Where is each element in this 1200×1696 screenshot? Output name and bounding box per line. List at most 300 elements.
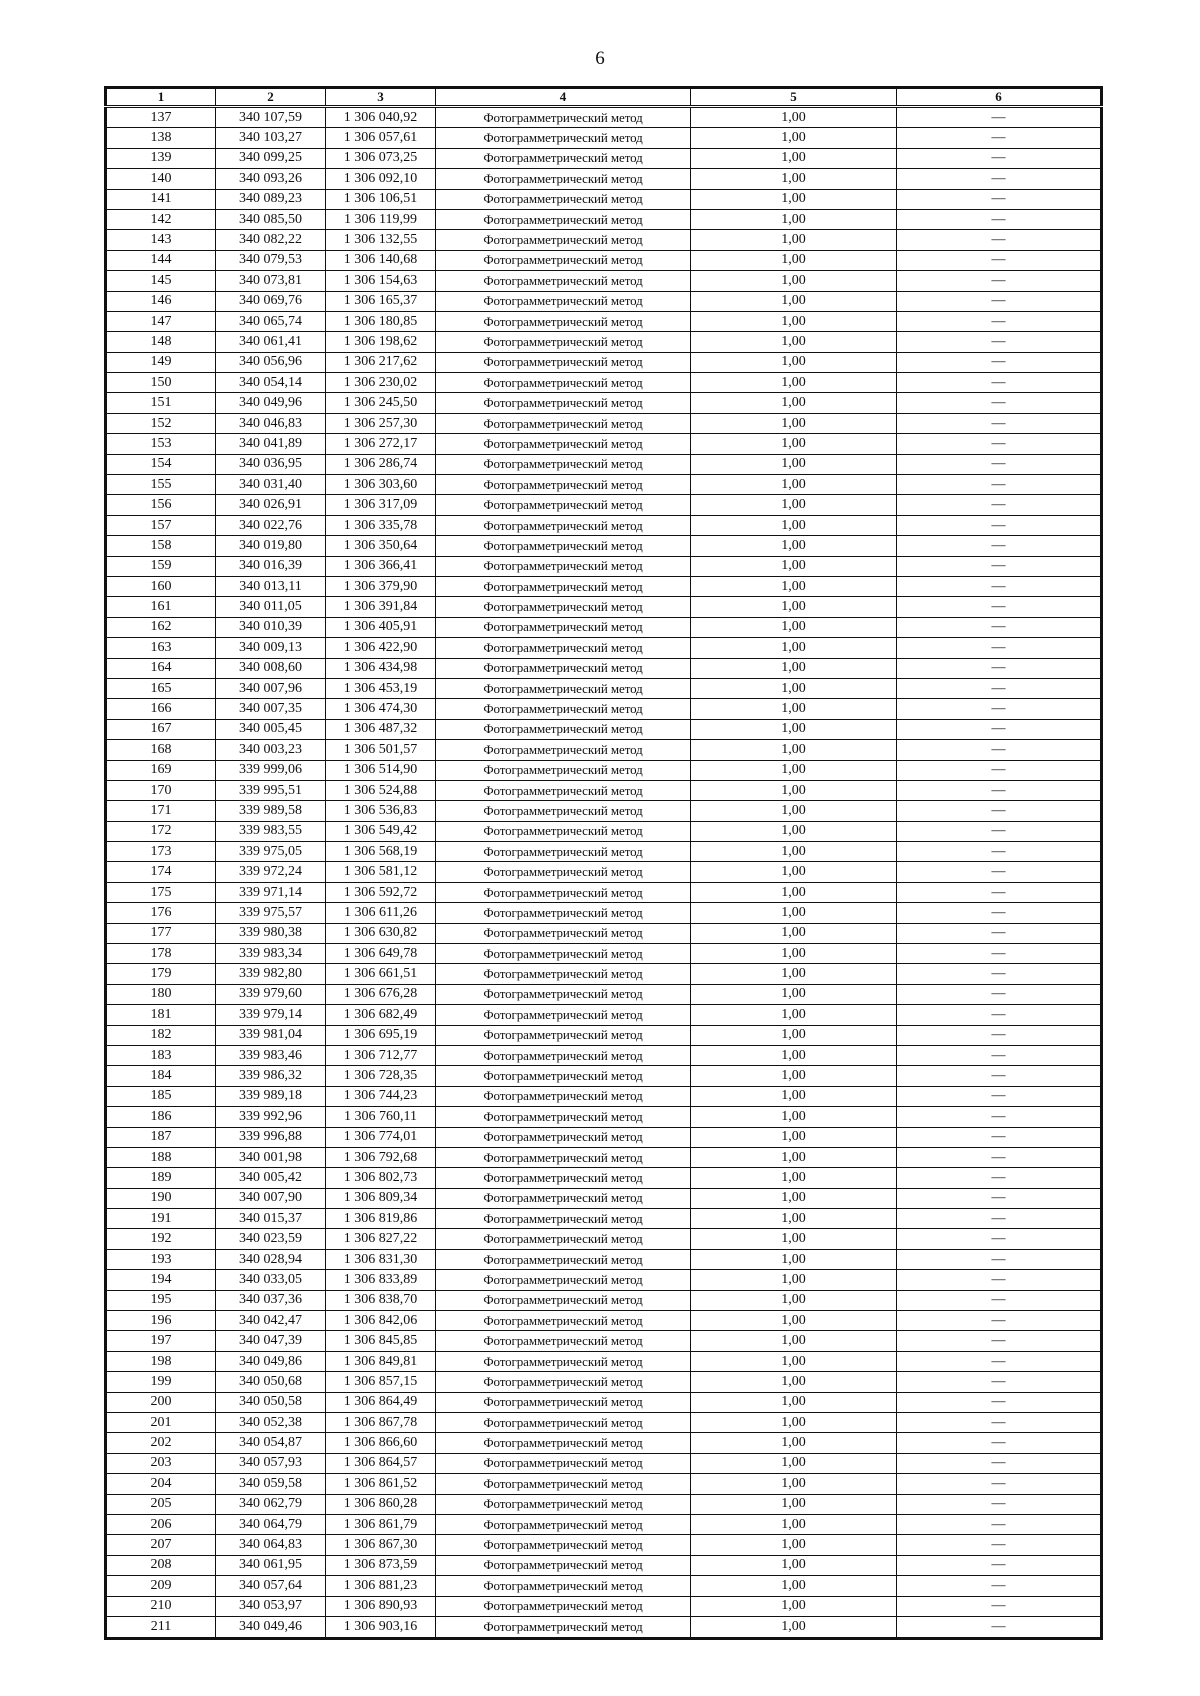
table-row: [106, 189, 1102, 209]
table-row: [106, 352, 1102, 372]
description-cell: —: [897, 434, 1102, 454]
table-row: [106, 1433, 1102, 1453]
x-coordinate-cell: 340 062,79: [216, 1494, 326, 1514]
x-coordinate-cell: 340 054,87: [216, 1433, 326, 1453]
table-row: [106, 576, 1102, 596]
description-cell: —: [897, 821, 1102, 841]
x-coordinate-cell: 339 986,32: [216, 1066, 326, 1086]
accuracy-cell: 1,00: [691, 678, 897, 698]
method-cell: Фотограмметрический метод: [436, 719, 691, 739]
method-cell: Фотограмметрический метод: [436, 1372, 691, 1392]
point-number-cell: 206: [106, 1514, 216, 1534]
y-coordinate-cell: 1 306 198,62: [326, 332, 436, 352]
table-row: [106, 413, 1102, 433]
method-cell: Фотограмметрический метод: [436, 189, 691, 209]
accuracy-cell: 1,00: [691, 169, 897, 189]
x-coordinate-cell: 340 042,47: [216, 1311, 326, 1331]
x-coordinate-cell: 340 031,40: [216, 475, 326, 495]
x-coordinate-cell: 340 013,11: [216, 576, 326, 596]
description-cell: —: [897, 1086, 1102, 1106]
x-coordinate-cell: 340 079,53: [216, 250, 326, 270]
method-cell: Фотограмметрический метод: [436, 209, 691, 229]
x-coordinate-cell: 340 011,05: [216, 597, 326, 617]
y-coordinate-cell: 1 306 514,90: [326, 760, 436, 780]
method-cell: Фотограмметрический метод: [436, 760, 691, 780]
y-coordinate-cell: 1 306 890,93: [326, 1596, 436, 1616]
y-coordinate-cell: 1 306 132,55: [326, 230, 436, 250]
accuracy-cell: 1,00: [691, 821, 897, 841]
point-number-cell: 198: [106, 1351, 216, 1371]
point-number-cell: 176: [106, 903, 216, 923]
x-coordinate-cell: 340 056,96: [216, 352, 326, 372]
description-cell: —: [897, 1188, 1102, 1208]
method-cell: Фотограмметрический метод: [436, 1474, 691, 1494]
table-row: [106, 1107, 1102, 1127]
y-coordinate-cell: 1 306 154,63: [326, 271, 436, 291]
description-cell: —: [897, 1494, 1102, 1514]
x-coordinate-cell: 340 054,14: [216, 373, 326, 393]
point-number-cell: 139: [106, 148, 216, 168]
table-row: [106, 1514, 1102, 1534]
accuracy-cell: 1,00: [691, 1147, 897, 1167]
y-coordinate-cell: 1 306 434,98: [326, 658, 436, 678]
y-coordinate-cell: 1 306 842,06: [326, 1311, 436, 1331]
x-coordinate-cell: 340 061,95: [216, 1555, 326, 1575]
point-number-cell: 184: [106, 1066, 216, 1086]
point-number-cell: 151: [106, 393, 216, 413]
y-coordinate-cell: 1 306 230,02: [326, 373, 436, 393]
accuracy-cell: 1,00: [691, 1433, 897, 1453]
table-row: [106, 454, 1102, 474]
point-number-cell: 202: [106, 1433, 216, 1453]
table-row: [106, 1209, 1102, 1229]
accuracy-cell: 1,00: [691, 1372, 897, 1392]
method-cell: Фотограмметрический метод: [436, 638, 691, 658]
table-row: [106, 393, 1102, 413]
method-cell: Фотограмметрический метод: [436, 1576, 691, 1596]
method-cell: Фотограмметрический метод: [436, 1107, 691, 1127]
x-coordinate-cell: 339 983,46: [216, 1045, 326, 1065]
point-number-cell: 147: [106, 311, 216, 331]
y-coordinate-cell: 1 306 379,90: [326, 576, 436, 596]
table-header: [106, 88, 1102, 107]
accuracy-cell: 1,00: [691, 271, 897, 291]
accuracy-cell: 1,00: [691, 1107, 897, 1127]
point-number-cell: 180: [106, 984, 216, 1004]
x-coordinate-cell: 340 005,45: [216, 719, 326, 739]
description-cell: —: [897, 617, 1102, 637]
description-cell: —: [897, 678, 1102, 698]
description-cell: —: [897, 1025, 1102, 1045]
accuracy-cell: 1,00: [691, 760, 897, 780]
y-coordinate-cell: 1 306 453,19: [326, 678, 436, 698]
y-coordinate-cell: 1 306 391,84: [326, 597, 436, 617]
description-cell: —: [897, 638, 1102, 658]
accuracy-cell: 1,00: [691, 1066, 897, 1086]
description-cell: —: [897, 984, 1102, 1004]
y-coordinate-cell: 1 306 106,51: [326, 189, 436, 209]
method-cell: Фотограмметрический метод: [436, 495, 691, 515]
x-coordinate-cell: 340 065,74: [216, 311, 326, 331]
method-cell: Фотограмметрический метод: [436, 373, 691, 393]
y-coordinate-cell: 1 306 217,62: [326, 352, 436, 372]
method-cell: Фотограмметрический метод: [436, 413, 691, 433]
method-cell: Фотограмметрический метод: [436, 617, 691, 637]
description-cell: —: [897, 393, 1102, 413]
point-number-cell: 200: [106, 1392, 216, 1412]
description-cell: —: [897, 495, 1102, 515]
point-number-cell: 210: [106, 1596, 216, 1616]
point-number-cell: 201: [106, 1413, 216, 1433]
method-cell: Фотограмметрический метод: [436, 964, 691, 984]
description-cell: —: [897, 1127, 1102, 1147]
table-row: [106, 944, 1102, 964]
table-row: [106, 1127, 1102, 1147]
x-coordinate-cell: 339 992,96: [216, 1107, 326, 1127]
accuracy-cell: 1,00: [691, 1596, 897, 1616]
accuracy-cell: 1,00: [691, 1229, 897, 1249]
x-coordinate-cell: 340 019,80: [216, 536, 326, 556]
method-cell: Фотограмметрический метод: [436, 1535, 691, 1555]
point-number-cell: 159: [106, 556, 216, 576]
method-cell: Фотограмметрический метод: [436, 1351, 691, 1371]
accuracy-cell: 1,00: [691, 740, 897, 760]
x-coordinate-cell: 339 989,58: [216, 801, 326, 821]
description-cell: —: [897, 699, 1102, 719]
point-number-cell: 197: [106, 1331, 216, 1351]
y-coordinate-cell: 1 306 272,17: [326, 434, 436, 454]
description-cell: —: [897, 1413, 1102, 1433]
x-coordinate-cell: 340 099,25: [216, 148, 326, 168]
x-coordinate-cell: 340 026,91: [216, 495, 326, 515]
accuracy-cell: 1,00: [691, 1514, 897, 1534]
accuracy-cell: 1,00: [691, 1311, 897, 1331]
accuracy-cell: 1,00: [691, 842, 897, 862]
accuracy-cell: 1,00: [691, 495, 897, 515]
accuracy-cell: 1,00: [691, 658, 897, 678]
accuracy-cell: 1,00: [691, 250, 897, 270]
description-cell: —: [897, 1596, 1102, 1616]
description-cell: —: [897, 1147, 1102, 1167]
table-row: [106, 1555, 1102, 1575]
method-cell: Фотограмметрический метод: [436, 536, 691, 556]
y-coordinate-cell: 1 306 303,60: [326, 475, 436, 495]
table-row: [106, 128, 1102, 148]
table-row: [106, 434, 1102, 454]
point-number-cell: 149: [106, 352, 216, 372]
column-header-4: 4: [436, 88, 691, 107]
description-cell: —: [897, 597, 1102, 617]
description-cell: —: [897, 944, 1102, 964]
method-cell: Фотограмметрический метод: [436, 1413, 691, 1433]
description-cell: —: [897, 719, 1102, 739]
accuracy-cell: 1,00: [691, 352, 897, 372]
x-coordinate-cell: 340 007,35: [216, 699, 326, 719]
x-coordinate-cell: 340 008,60: [216, 658, 326, 678]
accuracy-cell: 1,00: [691, 454, 897, 474]
accuracy-cell: 1,00: [691, 801, 897, 821]
y-coordinate-cell: 1 306 630,82: [326, 923, 436, 943]
description-cell: —: [897, 903, 1102, 923]
method-cell: Фотограмметрический метод: [436, 332, 691, 352]
method-cell: Фотограмметрический метод: [436, 1596, 691, 1616]
accuracy-cell: 1,00: [691, 148, 897, 168]
accuracy-cell: 1,00: [691, 1351, 897, 1371]
y-coordinate-cell: 1 306 861,52: [326, 1474, 436, 1494]
method-cell: Фотограмметрический метод: [436, 1188, 691, 1208]
point-number-cell: 211: [106, 1616, 216, 1638]
method-cell: Фотограмметрический метод: [436, 1616, 691, 1638]
method-cell: Фотограмметрический метод: [436, 169, 691, 189]
x-coordinate-cell: 340 033,05: [216, 1270, 326, 1290]
x-coordinate-cell: 339 999,06: [216, 760, 326, 780]
point-number-cell: 152: [106, 413, 216, 433]
x-coordinate-cell: 340 049,86: [216, 1351, 326, 1371]
description-cell: —: [897, 1453, 1102, 1473]
point-number-cell: 153: [106, 434, 216, 454]
description-cell: —: [897, 515, 1102, 535]
table-row: [106, 515, 1102, 535]
description-cell: —: [897, 291, 1102, 311]
point-number-cell: 141: [106, 189, 216, 209]
accuracy-cell: 1,00: [691, 230, 897, 250]
accuracy-cell: 1,00: [691, 944, 897, 964]
accuracy-cell: 1,00: [691, 1127, 897, 1147]
x-coordinate-cell: 340 107,59: [216, 107, 326, 128]
y-coordinate-cell: 1 306 350,64: [326, 536, 436, 556]
point-number-cell: 194: [106, 1270, 216, 1290]
table-row: [106, 658, 1102, 678]
accuracy-cell: 1,00: [691, 189, 897, 209]
table-row: [106, 984, 1102, 1004]
description-cell: —: [897, 373, 1102, 393]
x-coordinate-cell: 340 103,27: [216, 128, 326, 148]
description-cell: —: [897, 923, 1102, 943]
point-number-cell: 172: [106, 821, 216, 841]
y-coordinate-cell: 1 306 861,79: [326, 1514, 436, 1534]
description-cell: —: [897, 1372, 1102, 1392]
accuracy-cell: 1,00: [691, 1045, 897, 1065]
accuracy-cell: 1,00: [691, 1616, 897, 1638]
description-cell: —: [897, 536, 1102, 556]
table-row: [106, 760, 1102, 780]
x-coordinate-cell: 340 057,64: [216, 1576, 326, 1596]
x-coordinate-cell: 340 047,39: [216, 1331, 326, 1351]
x-coordinate-cell: 340 007,90: [216, 1188, 326, 1208]
table-row: [106, 1188, 1102, 1208]
accuracy-cell: 1,00: [691, 393, 897, 413]
y-coordinate-cell: 1 306 165,37: [326, 291, 436, 311]
accuracy-cell: 1,00: [691, 1209, 897, 1229]
x-coordinate-cell: 340 053,97: [216, 1596, 326, 1616]
point-number-cell: 179: [106, 964, 216, 984]
y-coordinate-cell: 1 306 335,78: [326, 515, 436, 535]
accuracy-cell: 1,00: [691, 413, 897, 433]
table-row: [106, 169, 1102, 189]
table-row: [106, 1453, 1102, 1473]
table-row: [106, 1351, 1102, 1371]
y-coordinate-cell: 1 306 864,49: [326, 1392, 436, 1412]
accuracy-cell: 1,00: [691, 1576, 897, 1596]
y-coordinate-cell: 1 306 857,15: [326, 1372, 436, 1392]
y-coordinate-cell: 1 306 422,90: [326, 638, 436, 658]
x-coordinate-cell: 340 009,13: [216, 638, 326, 658]
point-number-cell: 189: [106, 1168, 216, 1188]
y-coordinate-cell: 1 306 180,85: [326, 311, 436, 331]
point-number-cell: 188: [106, 1147, 216, 1167]
method-cell: Фотограмметрический метод: [436, 1005, 691, 1025]
column-header-3: 3: [326, 88, 436, 107]
x-coordinate-cell: 340 046,83: [216, 413, 326, 433]
x-coordinate-cell: 340 010,39: [216, 617, 326, 637]
y-coordinate-cell: 1 306 849,81: [326, 1351, 436, 1371]
y-coordinate-cell: 1 306 802,73: [326, 1168, 436, 1188]
point-number-cell: 142: [106, 209, 216, 229]
y-coordinate-cell: 1 306 864,57: [326, 1453, 436, 1473]
method-cell: Фотограмметрический метод: [436, 597, 691, 617]
table-row: [106, 107, 1102, 128]
y-coordinate-cell: 1 306 536,83: [326, 801, 436, 821]
method-cell: Фотограмметрический метод: [436, 1331, 691, 1351]
x-coordinate-cell: 340 005,42: [216, 1168, 326, 1188]
point-number-cell: 169: [106, 760, 216, 780]
accuracy-cell: 1,00: [691, 638, 897, 658]
y-coordinate-cell: 1 306 661,51: [326, 964, 436, 984]
accuracy-cell: 1,00: [691, 576, 897, 596]
table-row: [106, 1474, 1102, 1494]
accuracy-cell: 1,00: [691, 1025, 897, 1045]
table-row: [106, 1413, 1102, 1433]
method-cell: Фотограмметрический метод: [436, 148, 691, 168]
x-coordinate-cell: 340 036,95: [216, 454, 326, 474]
method-cell: Фотограмметрический метод: [436, 1127, 691, 1147]
description-cell: —: [897, 556, 1102, 576]
y-coordinate-cell: 1 306 487,32: [326, 719, 436, 739]
x-coordinate-cell: 340 069,76: [216, 291, 326, 311]
y-coordinate-cell: 1 306 317,09: [326, 495, 436, 515]
method-cell: Фотограмметрический метод: [436, 1392, 691, 1412]
accuracy-cell: 1,00: [691, 1005, 897, 1025]
table-row: [106, 842, 1102, 862]
point-number-cell: 174: [106, 862, 216, 882]
method-cell: Фотограмметрический метод: [436, 291, 691, 311]
point-number-cell: 157: [106, 515, 216, 535]
y-coordinate-cell: 1 306 866,60: [326, 1433, 436, 1453]
point-number-cell: 195: [106, 1290, 216, 1310]
table-row: [106, 1168, 1102, 1188]
method-cell: Фотограмметрический метод: [436, 678, 691, 698]
method-cell: Фотограмметрический метод: [436, 740, 691, 760]
accuracy-cell: 1,00: [691, 1249, 897, 1269]
table-row: [106, 1535, 1102, 1555]
point-number-cell: 185: [106, 1086, 216, 1106]
point-number-cell: 140: [106, 169, 216, 189]
y-coordinate-cell: 1 306 712,77: [326, 1045, 436, 1065]
point-number-cell: 208: [106, 1555, 216, 1575]
y-coordinate-cell: 1 306 860,28: [326, 1494, 436, 1514]
table-row: [106, 740, 1102, 760]
table-row: [106, 250, 1102, 270]
accuracy-cell: 1,00: [691, 1270, 897, 1290]
description-cell: —: [897, 475, 1102, 495]
table-row: [106, 556, 1102, 576]
method-cell: Фотограмметрический метод: [436, 107, 691, 128]
method-cell: Фотограмметрический метод: [436, 1209, 691, 1229]
description-cell: —: [897, 801, 1102, 821]
x-coordinate-cell: 340 059,58: [216, 1474, 326, 1494]
table-row: [106, 862, 1102, 882]
description-cell: —: [897, 250, 1102, 270]
description-cell: —: [897, 148, 1102, 168]
accuracy-cell: 1,00: [691, 1188, 897, 1208]
table-row: [106, 1249, 1102, 1269]
method-cell: Фотограмметрический метод: [436, 1229, 691, 1249]
method-cell: Фотограмметрический метод: [436, 780, 691, 800]
table-row: [106, 882, 1102, 902]
table-row: [106, 1086, 1102, 1106]
accuracy-cell: 1,00: [691, 699, 897, 719]
table-row: [106, 1392, 1102, 1412]
table-row: [106, 1616, 1102, 1638]
accuracy-cell: 1,00: [691, 903, 897, 923]
x-coordinate-cell: 340 007,96: [216, 678, 326, 698]
accuracy-cell: 1,00: [691, 964, 897, 984]
description-cell: —: [897, 311, 1102, 331]
method-cell: Фотограмметрический метод: [436, 1555, 691, 1575]
table-row: [106, 148, 1102, 168]
point-number-cell: 137: [106, 107, 216, 128]
coordinates-table-container: [104, 86, 1100, 1640]
table-row: [106, 678, 1102, 698]
method-cell: Фотограмметрический метод: [436, 903, 691, 923]
x-coordinate-cell: 340 050,58: [216, 1392, 326, 1412]
description-cell: —: [897, 780, 1102, 800]
table-row: [106, 1372, 1102, 1392]
description-cell: —: [897, 107, 1102, 128]
table-row: [106, 291, 1102, 311]
accuracy-cell: 1,00: [691, 597, 897, 617]
method-cell: Фотограмметрический метод: [436, 1066, 691, 1086]
y-coordinate-cell: 1 306 286,74: [326, 454, 436, 474]
accuracy-cell: 1,00: [691, 209, 897, 229]
table-row: [106, 923, 1102, 943]
x-coordinate-cell: 340 049,96: [216, 393, 326, 413]
method-cell: Фотограмметрический метод: [436, 393, 691, 413]
description-cell: —: [897, 658, 1102, 678]
description-cell: —: [897, 1209, 1102, 1229]
point-number-cell: 160: [106, 576, 216, 596]
y-coordinate-cell: 1 306 549,42: [326, 821, 436, 841]
x-coordinate-cell: 340 073,81: [216, 271, 326, 291]
method-cell: Фотограмметрический метод: [436, 1045, 691, 1065]
point-number-cell: 143: [106, 230, 216, 250]
table-row: [106, 209, 1102, 229]
table-row: [106, 1025, 1102, 1045]
table-row: [106, 597, 1102, 617]
table-row: [106, 1576, 1102, 1596]
x-coordinate-cell: 339 980,38: [216, 923, 326, 943]
x-coordinate-cell: 339 971,14: [216, 882, 326, 902]
method-cell: Фотограмметрический метод: [436, 1290, 691, 1310]
table-row: [106, 903, 1102, 923]
description-cell: —: [897, 1616, 1102, 1638]
description-cell: —: [897, 169, 1102, 189]
x-coordinate-cell: 339 979,60: [216, 984, 326, 1004]
y-coordinate-cell: 1 306 831,30: [326, 1249, 436, 1269]
y-coordinate-cell: 1 306 728,35: [326, 1066, 436, 1086]
method-cell: Фотограмметрический метод: [436, 842, 691, 862]
accuracy-cell: 1,00: [691, 291, 897, 311]
